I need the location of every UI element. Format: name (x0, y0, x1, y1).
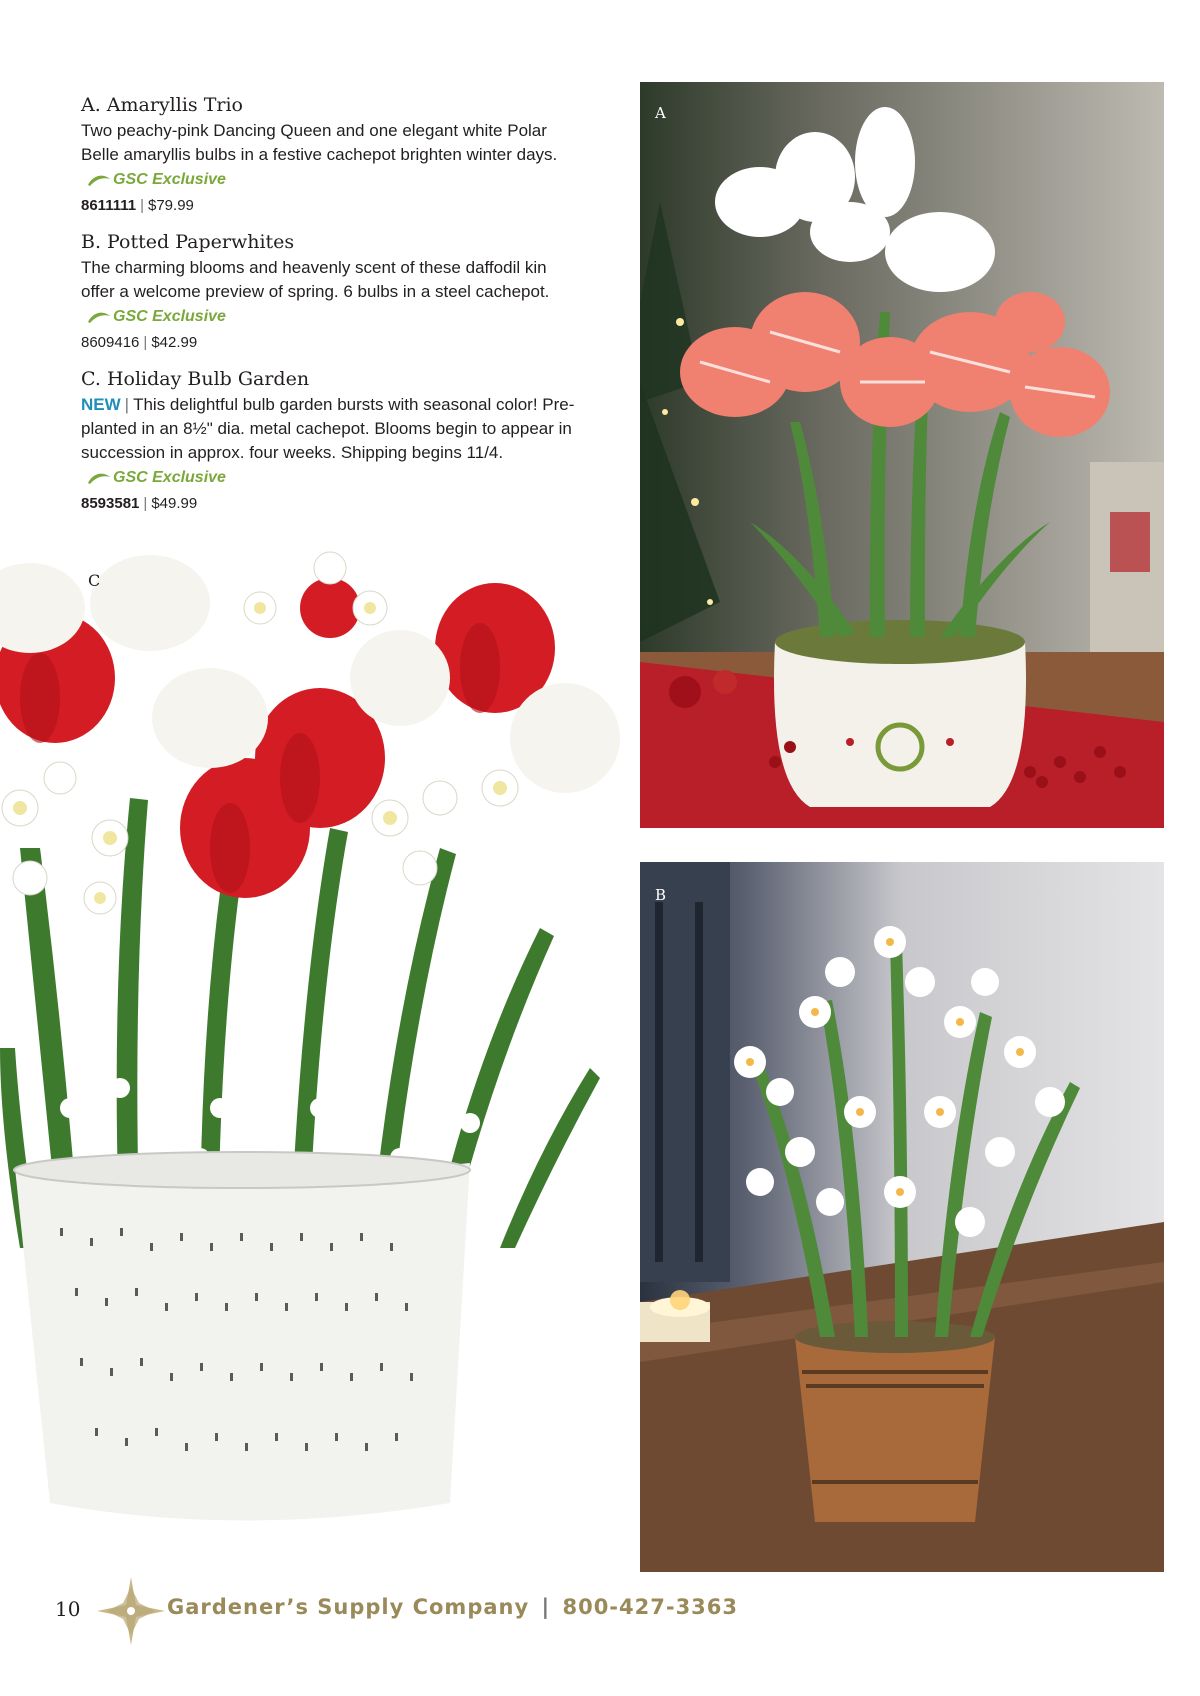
sku: 8593581 (81, 495, 140, 512)
price: $49.99 (151, 495, 198, 512)
bulb-garden-illustration (0, 548, 640, 1568)
exclusive-badge (87, 169, 581, 191)
price: $79.99 (148, 197, 194, 214)
photo-label-c: C (88, 571, 101, 590)
sku-price (81, 197, 581, 214)
amaryllis-illustration (640, 82, 1164, 828)
sku-separator: | (140, 197, 144, 214)
page-footer (55, 1575, 739, 1647)
price: $42.99 (151, 334, 198, 351)
footer-contact (167, 1595, 738, 1619)
new-label: NEW (81, 395, 121, 414)
leaf-icon (87, 471, 111, 485)
product-description: Two peachy-pink Dancing Queen and one elegant white Polar Belle amaryllis bulbs in a festive cachepot brighten winter days. (81, 121, 558, 164)
badge-text: GSC Exclusive (113, 171, 226, 188)
photo-amaryllis (640, 82, 1164, 828)
footer-separator: | (541, 1595, 551, 1619)
leaf-icon (87, 173, 111, 187)
sku: 8609416 (81, 334, 140, 351)
product-title: B. Potted Paperwhites (81, 231, 295, 253)
exclusive-badge (87, 306, 581, 328)
sku-separator: | (143, 495, 148, 512)
product-title: C. Holiday Bulb Garden (81, 368, 310, 390)
paperwhites-illustration (640, 862, 1164, 1572)
description-text: This delightful bulb garden bursts with seasonal color! Pre-planted in an 8½" dia. metal cachepot. Blooms begin to appear in succession in approx. four weeks. Shipping begins 11/4. (81, 395, 575, 462)
sku-price (81, 334, 581, 351)
photo-label-b: B (655, 886, 667, 904)
badge-text: GSC Exclusive (113, 308, 226, 325)
company-name: Gardener’s Supply Company (167, 1595, 530, 1619)
photo-paperwhites (640, 862, 1164, 1572)
product-description: The charming blooms and heavenly scent of these daffodil kin offer a welcome preview of spring. 6 bulbs in a steel cachepot. (81, 258, 550, 301)
photo-label-a: A (655, 104, 666, 122)
sku: 8611111 (81, 197, 137, 214)
phone-number[interactable]: 800-427-3363 (562, 1595, 739, 1619)
product-b (81, 230, 581, 351)
sku-price (81, 495, 601, 512)
star-icon (95, 1575, 167, 1647)
leaf-icon (87, 310, 111, 324)
product-a (81, 93, 581, 214)
product-title: A. Amaryllis Trio (81, 94, 243, 116)
page-number: 10 (55, 1597, 81, 1621)
sku-separator: | (143, 334, 148, 351)
badge-text: GSC Exclusive (113, 469, 226, 486)
new-separator: | (124, 395, 130, 414)
product-description (81, 393, 601, 465)
exclusive-badge (87, 467, 601, 489)
product-c (81, 367, 601, 512)
photo-holiday-bulb-garden (0, 548, 640, 1568)
